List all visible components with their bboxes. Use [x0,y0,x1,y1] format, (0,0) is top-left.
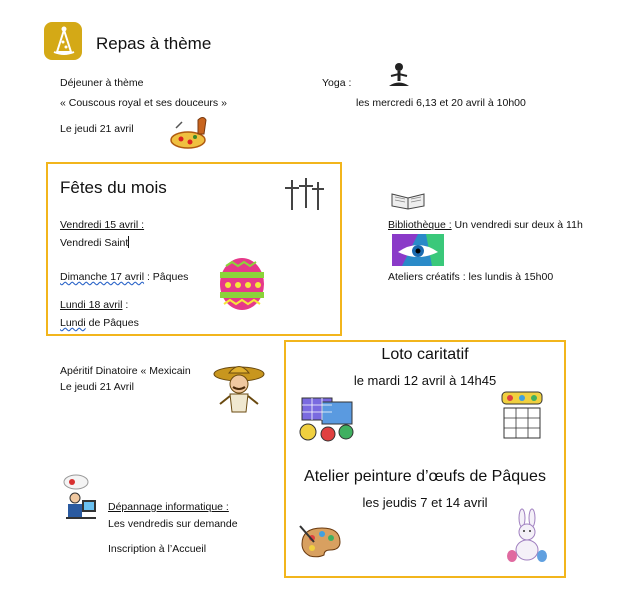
fetes-item3-name-line [60,316,139,330]
painted-eye-icon [392,234,444,266]
paint-palette-icon [298,524,344,560]
fetes-item3-name-b: de Pâques [85,317,139,329]
yoga-icon [386,62,412,90]
computer-help-icon [62,474,98,522]
painting-date: les jeudis 7 et 14 avril [362,495,488,510]
it-help-line2: Les vendredis sur demande [108,518,238,530]
library-schedule: Un vendredi sur deux à 11h [451,219,583,231]
fetes-item1-name [60,236,129,250]
loto-title: Loto caritatif [381,346,469,363]
fetes-item2 [60,270,188,284]
painting-title: Atelier peinture d’œufs de Pâques [304,468,546,485]
fetes-item1-date: Vendredi 15 avril : [60,219,145,231]
theme-lunch-date: Le jeudi 21 avril [60,123,134,135]
loto-date: le mardi 12 avril à 14h45 [353,373,497,388]
mexican-man-icon [212,362,266,418]
theme-lunch-subtitle: « Couscous royal et ses douceurs » [60,97,227,109]
yoga-label: Yoga : [322,77,352,89]
couscous-dish-icon [168,112,212,152]
book-icon [390,188,426,210]
crosses-icon [282,176,326,212]
creative-text: Ateliers créatifs : les lundis à 15h00 [388,271,554,283]
fetes-item2-rest: : Pâques [144,271,189,283]
fetes-item3-name-a: Lundi [60,317,86,329]
it-help-line3: Inscription à l’Accueil [108,543,207,555]
fetes-item3-date-line [60,298,128,312]
fetes-title: Fêtes du mois [60,178,167,197]
library-label: Bibliothèque : [388,219,452,231]
fetes-item1-name-text: Vendredi Saint [60,237,129,249]
fetes-item2-date: Dimanche 17 avril [60,271,145,283]
fetes-item3-date: Lundi 18 avril [60,299,123,311]
theme-lunch-title: Déjeuner à thème [60,77,144,89]
fetes-item3-colon: : [122,299,129,311]
easter-egg-icon [216,254,268,312]
bingo-board-icon [500,390,544,440]
aperitif-title: Apéritif Dinatoire « Mexicain [60,365,191,377]
library-line [388,218,583,232]
page-title: Repas à thème [96,34,212,53]
it-help-label: Dépannage informatique : [108,501,229,513]
aperitif-date: Le jeudi 21 Avril [60,381,134,393]
easter-bunny-icon [504,508,550,564]
yoga-schedule: les mercredi 6,13 et 20 avril à 10h00 [356,97,526,109]
bingo-cards-icon [298,396,362,446]
party-hat-icon [44,22,82,60]
